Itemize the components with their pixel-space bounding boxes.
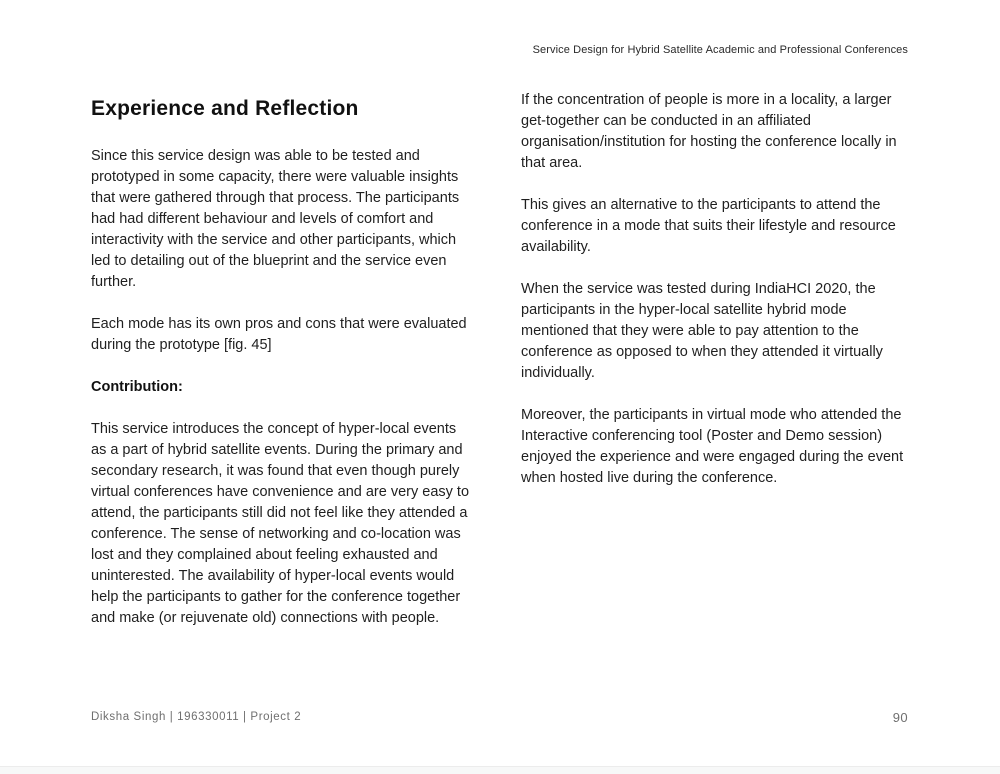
- left-paragraph-3: This service introduces the concept of hyper-local events as a part of hybrid satellite events. During the primary and secondary research, it was found that even though purely virtual conferences have convenience and are very easy to attend, the participants still did not feel like they attended a conference. The sense of networking and co-location was lost and they complained about feeling exhausted and uninterested. The availability of hyper-local events would help the participants to gather for the conference together and make (or rejuvenate old) connections with people.: [91, 421, 470, 626]
- page-title: Experience and Reflection: [91, 97, 359, 120]
- right-paragraph-1: If the concentration of people is more in a locality, a larger get-together can be conducted in an affiliated organisation/institution for hosting the conference locally in that area.: [521, 92, 897, 171]
- right-paragraph-3: When the service was tested during IndiaHCI 2020, the participants in the hyper-local satellite hybrid mode mentioned that they were able to pay attention to the conference as opposed to when they attended it virtually individually.: [521, 281, 883, 381]
- right-paragraph-4: Moreover, the participants in virtual mode who attended the Interactive conferencing tool (Poster and Demo session) enjoyed the experience and were engaged during the event when hosted live during the conference.: [521, 407, 904, 486]
- right-column: [521, 90, 918, 489]
- footer-author-info: Diksha Singh | 196330011 | Project 2: [91, 711, 302, 723]
- page-number: 90: [892, 710, 908, 725]
- left-paragraph-2: Each mode has its own pros and cons that were evaluated during the prototype [fig. 45]: [91, 316, 467, 353]
- running-header: Service Design for Hybrid Satellite Academic and Professional Conferences: [532, 44, 908, 56]
- left-column: [91, 96, 471, 629]
- right-paragraph-2: This gives an alternative to the participants to attend the conference in a mode that suits their lifestyle and resource availability.: [521, 197, 896, 255]
- left-paragraph-1: Since this service design was able to be tested and prototyped in some capacity, there were valuable insights that were gathered through that process. The participants had had different behaviour and levels of comfort and interactivity with the service and other participants, which led to detailing out of the blueprint and the service even further.: [91, 148, 460, 290]
- contribution-subheading: Contribution:: [91, 379, 183, 395]
